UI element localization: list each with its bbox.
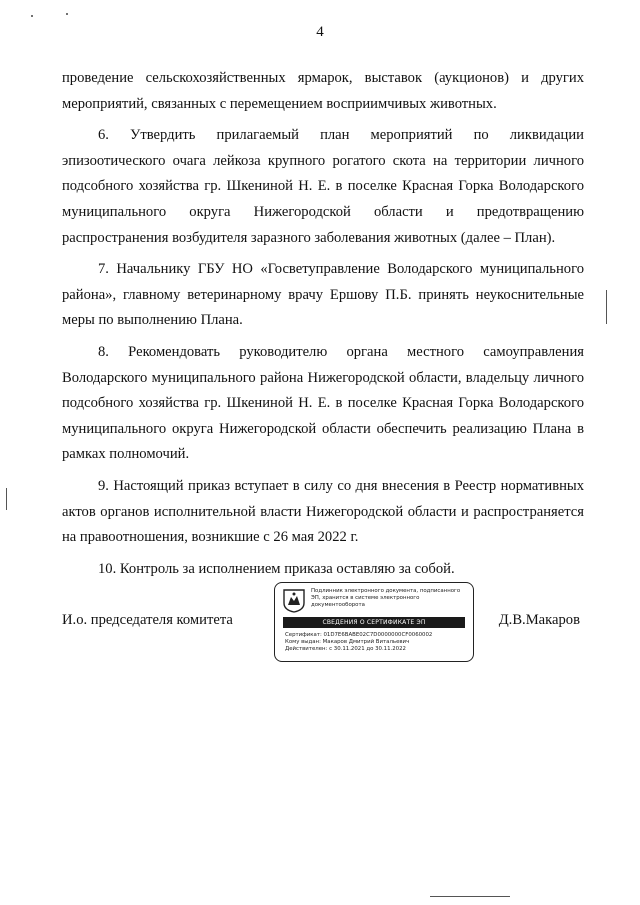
scan-edge-mark	[6, 488, 7, 510]
paragraph-continuation: проведение сельскохозяйственных ярмарок, выставок (аукционов) и других мероприятий, связанных с перемещением восприимчивых животных.	[62, 70, 584, 112]
stamp-note: Подлинник электронного документа, подписанного ЭП, хранится в системе электронного документооборота	[311, 588, 461, 608]
signer-title: И.о. председателя комитета	[62, 612, 233, 628]
scan-edge-mark	[606, 290, 607, 324]
stamp-details	[285, 632, 467, 653]
signature-block	[62, 582, 584, 672]
signer-name: Д.В.Макаров	[498, 612, 580, 628]
page-number: 4	[316, 24, 324, 40]
document-body	[62, 66, 584, 588]
electronic-signature-stamp	[274, 582, 474, 662]
scan-edge-mark	[430, 896, 510, 897]
stamp-header: СВЕДЕНИЯ О СЕРТИФИКАТЕ ЭП	[283, 617, 465, 628]
paragraph-9: 9. Настоящий приказ вступает в силу со дня внесения в Реестр нормативных актов органов исполнительной власти Нижегородской области и распространяется на правоотношения, возникшие с 26 мая 2022 г.	[62, 477, 584, 546]
coat-of-arms-icon	[283, 589, 305, 613]
stamp-issued-to: Кому выдан: Макаров Дмитрий Витальевич	[285, 639, 410, 645]
scan-speck	[31, 15, 33, 17]
paragraph-8: 8. Рекомендовать руководителю органа местного самоуправления Володарского муниципального района Нижегородской области, владельцу личного подсобного хозяйства гр. Шкениной Н. Е. в поселке Красная Горка Володарского муниципального округа Нижегородской области обеспечить реализацию Плана в рамках полномочий.	[62, 343, 584, 463]
stamp-certificate: Сертификат: 01D7E6BABE02C7D0000000CF0060002	[285, 632, 433, 638]
paragraph-7: 7. Начальнику ГБУ НО «Госветуправление Володарского муниципального района», главному ветеринарному врачу Ершову П.Б. принять неукоснительные меры по выполнению Плана.	[62, 261, 584, 329]
paragraph-10: 10. Контроль за исполнением приказа оставляю за собой.	[98, 560, 455, 577]
paragraph-6: 6. Утвердить прилагаемый план мероприятий по ликвидации эпизоотического очага лейкоза крупного рогатого скота на территории личного подсобного хозяйства гр. Шкениной Н. Е. в поселке Красная Горка Володарского муниципального округа Нижегородской области и предотвращению распространения возбудителя заразного заболевания животных (далее – План).	[62, 127, 584, 246]
stamp-valid: Действителен: с 30.11.2021 до 30.11.2022	[285, 646, 406, 652]
scan-speck	[66, 13, 68, 15]
